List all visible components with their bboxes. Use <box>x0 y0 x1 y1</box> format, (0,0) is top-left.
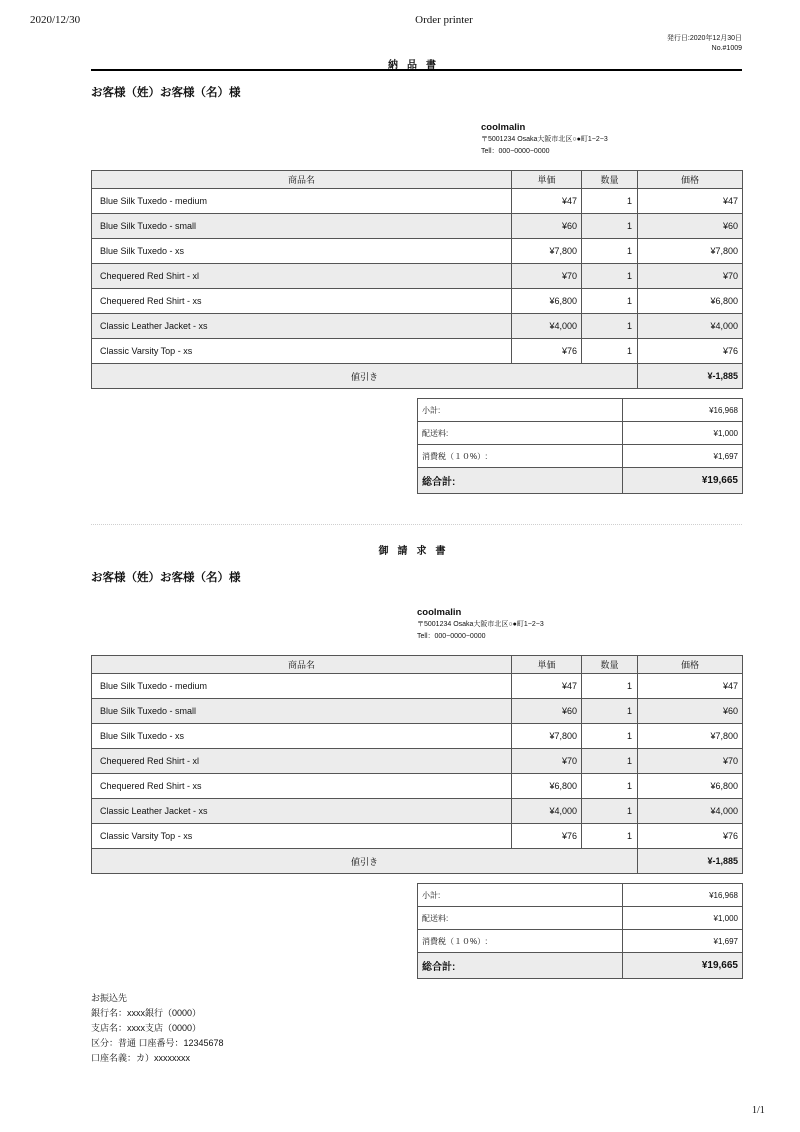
table-row <box>92 289 743 314</box>
item-unit-price: ¥47 <box>512 189 582 214</box>
shipping-label: 配送料: <box>418 422 623 445</box>
item-qty: 1 <box>582 724 638 749</box>
print-date: 2020/12/30 <box>30 14 81 26</box>
table-header-row <box>92 656 743 674</box>
issue-date: 発行日:2020年12月30日 <box>666 35 742 42</box>
store-tel: Tell：000−0000−0000 <box>417 633 486 640</box>
item-name: Blue Silk Tuxedo - small <box>92 214 512 239</box>
print-title: Order printer <box>415 14 473 26</box>
item-price: ¥70 <box>638 749 743 774</box>
tax-row <box>418 445 743 468</box>
item-qty: 1 <box>582 264 638 289</box>
table-row <box>92 799 743 824</box>
store-info <box>417 607 544 642</box>
item-qty: 1 <box>582 189 638 214</box>
col-header-unit-price: 単価 <box>512 171 582 189</box>
title-rule <box>91 69 742 71</box>
item-name: Chequered Red Shirt - xs <box>92 774 512 799</box>
order-number: No.#1009 <box>711 45 742 52</box>
shipping-value: ¥1,000 <box>623 422 743 445</box>
customer-name: お客様（姓）お客様（名）様 <box>91 572 241 584</box>
col-header-unit-price: 単価 <box>512 656 582 674</box>
item-price: ¥60 <box>638 699 743 724</box>
grand-total-label: 総合計: <box>418 953 623 979</box>
items-table <box>91 170 743 389</box>
item-unit-price: ¥7,800 <box>512 724 582 749</box>
item-price: ¥4,000 <box>638 314 743 339</box>
shipping-label: 配送料: <box>418 907 623 930</box>
item-price: ¥6,800 <box>638 289 743 314</box>
item-name: Classic Leather Jacket - xs <box>92 314 512 339</box>
tax-value: ¥1,697 <box>623 930 743 953</box>
discount-value: ¥-1,885 <box>638 849 743 874</box>
item-price: ¥47 <box>638 189 743 214</box>
item-qty: 1 <box>582 699 638 724</box>
table-row <box>92 339 743 364</box>
grand-total-value: ¥19,665 <box>623 953 743 979</box>
item-qty: 1 <box>582 239 638 264</box>
totals-table <box>417 883 743 979</box>
item-qty: 1 <box>582 799 638 824</box>
store-name: coolmalin <box>417 607 462 618</box>
table-row <box>92 749 743 774</box>
item-unit-price: ¥76 <box>512 824 582 849</box>
item-name: Chequered Red Shirt - xl <box>92 749 512 774</box>
item-name: Chequered Red Shirt - xs <box>92 289 512 314</box>
item-price: ¥7,800 <box>638 239 743 264</box>
item-qty: 1 <box>582 214 638 239</box>
table-row <box>92 699 743 724</box>
item-unit-price: ¥47 <box>512 674 582 699</box>
table-row <box>92 724 743 749</box>
item-unit-price: ¥60 <box>512 214 582 239</box>
item-price: ¥7,800 <box>638 724 743 749</box>
store-tel: Tell：000−0000−0000 <box>481 148 550 155</box>
grand-total-label: 総合計: <box>418 468 623 494</box>
section-title-invoice: 御請求書 <box>378 546 455 557</box>
item-price: ¥76 <box>638 339 743 364</box>
table-row <box>92 824 743 849</box>
item-qty: 1 <box>582 289 638 314</box>
bank-branch: 支店名：xxxx支店（0000） <box>91 1023 202 1033</box>
issue-meta <box>540 34 742 54</box>
discount-row <box>92 364 743 389</box>
subtotal-label: 小計: <box>418 884 623 907</box>
table-row <box>92 214 743 239</box>
item-price: ¥6,800 <box>638 774 743 799</box>
col-header-price: 価格 <box>638 656 743 674</box>
item-qty: 1 <box>582 314 638 339</box>
item-name: Classic Varsity Top - xs <box>92 339 512 364</box>
items-table <box>91 655 743 874</box>
table-row <box>92 264 743 289</box>
discount-value: ¥-1,885 <box>638 364 743 389</box>
item-unit-price: ¥70 <box>512 264 582 289</box>
table-row <box>92 239 743 264</box>
bank-holder: 口座名義：カ）xxxxxxxx <box>91 1053 191 1063</box>
item-price: ¥4,000 <box>638 799 743 824</box>
tax-value: ¥1,697 <box>623 445 743 468</box>
item-name: Chequered Red Shirt - xl <box>92 264 512 289</box>
item-name: Blue Silk Tuxedo - xs <box>92 724 512 749</box>
item-price: ¥76 <box>638 824 743 849</box>
subtotal-row <box>418 884 743 907</box>
item-price: ¥47 <box>638 674 743 699</box>
item-name: Classic Varsity Top - xs <box>92 824 512 849</box>
store-info <box>481 122 608 157</box>
item-qty: 1 <box>582 774 638 799</box>
tax-label: 消費税（１０%）: <box>418 445 623 468</box>
table-row <box>92 774 743 799</box>
bank-account: 区分：普通 口座番号：12345678 <box>91 1038 224 1048</box>
col-header-name: 商品名 <box>92 171 512 189</box>
item-qty: 1 <box>582 824 638 849</box>
table-row <box>92 674 743 699</box>
item-price: ¥70 <box>638 264 743 289</box>
item-unit-price: ¥6,800 <box>512 774 582 799</box>
item-qty: 1 <box>582 339 638 364</box>
subtotal-value: ¥16,968 <box>623 884 743 907</box>
item-unit-price: ¥4,000 <box>512 314 582 339</box>
discount-label: 値引き <box>92 364 638 389</box>
shipping-row <box>418 422 743 445</box>
item-unit-price: ¥76 <box>512 339 582 364</box>
item-name: Blue Silk Tuxedo - medium <box>92 189 512 214</box>
item-name: Blue Silk Tuxedo - small <box>92 699 512 724</box>
bank-heading: お振込先 <box>91 993 128 1003</box>
table-row <box>92 314 743 339</box>
col-header-name: 商品名 <box>92 656 512 674</box>
subtotal-value: ¥16,968 <box>623 399 743 422</box>
item-unit-price: ¥6,800 <box>512 289 582 314</box>
item-name: Blue Silk Tuxedo - medium <box>92 674 512 699</box>
item-name: Classic Leather Jacket - xs <box>92 799 512 824</box>
table-header-row <box>92 171 743 189</box>
totals-table <box>417 398 743 494</box>
table-row <box>92 189 743 214</box>
shipping-value: ¥1,000 <box>623 907 743 930</box>
item-price: ¥60 <box>638 214 743 239</box>
page-number: 1/1 <box>752 1105 765 1116</box>
tax-row <box>418 930 743 953</box>
col-header-qty: 数量 <box>582 171 638 189</box>
grand-total-row <box>418 953 743 979</box>
discount-row <box>92 849 743 874</box>
item-unit-price: ¥70 <box>512 749 582 774</box>
item-name: Blue Silk Tuxedo - xs <box>92 239 512 264</box>
discount-label: 値引き <box>92 849 638 874</box>
col-header-qty: 数量 <box>582 656 638 674</box>
section-divider <box>91 524 742 525</box>
bank-info <box>91 991 224 1066</box>
grand-total-value: ¥19,665 <box>623 468 743 494</box>
grand-total-row <box>418 468 743 494</box>
shipping-row <box>418 907 743 930</box>
item-qty: 1 <box>582 749 638 774</box>
store-address: 〒5001234 Osaka大阪市北区○●町1−2−3 <box>481 136 608 143</box>
subtotal-row <box>418 399 743 422</box>
col-header-price: 価格 <box>638 171 743 189</box>
customer-name: お客様（姓）お客様（名）様 <box>91 87 241 99</box>
bank-name: 銀行名：xxxx銀行（0000） <box>91 1008 202 1018</box>
item-qty: 1 <box>582 674 638 699</box>
store-address: 〒5001234 Osaka大阪市北区○●町1−2−3 <box>417 621 544 628</box>
tax-label: 消費税（１０%）: <box>418 930 623 953</box>
item-unit-price: ¥60 <box>512 699 582 724</box>
item-unit-price: ¥7,800 <box>512 239 582 264</box>
store-name: coolmalin <box>481 122 526 133</box>
item-unit-price: ¥4,000 <box>512 799 582 824</box>
section-title-delivery: 納品書 <box>388 60 445 71</box>
subtotal-label: 小計: <box>418 399 623 422</box>
